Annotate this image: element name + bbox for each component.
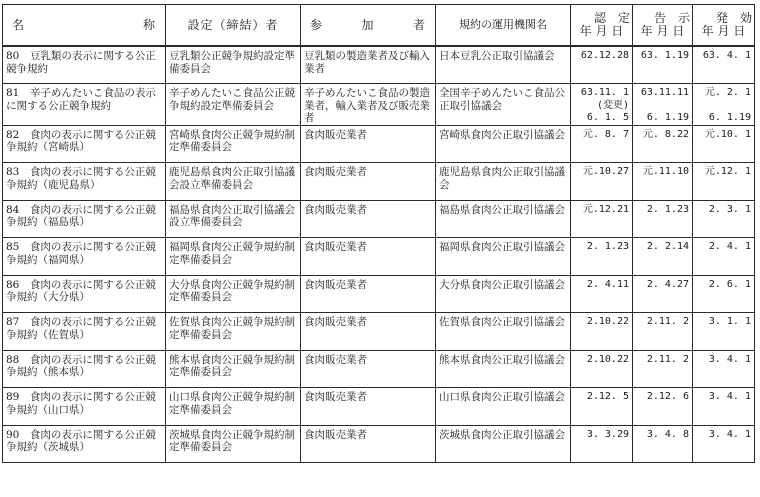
header-approved: 認 定 年 月 日: [571, 5, 633, 47]
table-row: [3, 313, 755, 351]
cell-effective: 3. 4. 1: [693, 425, 755, 463]
header-operator: 規約の運用機関名: [436, 5, 571, 47]
cell-effective: 3. 4. 1: [693, 388, 755, 426]
cell-name: 86 食肉の表示に関する公正競争規約（大分県）: [3, 275, 166, 313]
table-row: [3, 350, 755, 388]
cell-participant: 食肉販売業者: [301, 125, 436, 163]
cell-operator: 鹿児島県食肉公正取引協議会: [436, 163, 571, 201]
cell-notice: 2. 2.14: [633, 238, 693, 276]
cell-name: 84 食肉の表示に関する公正競争規約（福島県）: [3, 200, 166, 238]
cell-establisher: 福岡県食肉公正競争規約制定準備委員会: [166, 238, 301, 276]
cell-approved: 元.12.21: [571, 200, 633, 238]
cell-notice: 2.11. 2: [633, 350, 693, 388]
cell-participant: 食肉販売業者: [301, 425, 436, 463]
cell-notice: 2.12. 6: [633, 388, 693, 426]
cell-effective: 63. 4. 1: [693, 46, 755, 84]
cell-notice: 元.11.10: [633, 163, 693, 201]
table-row: [3, 125, 755, 163]
cell-notice: 2.11. 2: [633, 313, 693, 351]
cell-operator: 大分県食肉公正取引協議会: [436, 275, 571, 313]
cell-approved: 2. 4.11: [571, 275, 633, 313]
cell-operator: 日本豆乳公正取引協議会: [436, 46, 571, 84]
cell-approved: 2.12. 5: [571, 388, 633, 426]
cell-name: 80 豆乳類の表示に関する公正競争規約: [3, 46, 166, 84]
cell-operator: 佐賀県食肉公正取引協議会: [436, 313, 571, 351]
cell-approved: 2. 1.23: [571, 238, 633, 276]
cell-name: 88 食肉の表示に関する公正競争規約（熊本県）: [3, 350, 166, 388]
cell-notice: 元. 8.22: [633, 125, 693, 163]
table-body: [3, 46, 755, 463]
cell-name: 89 食肉の表示に関する公正競争規約（山口県）: [3, 388, 166, 426]
header-establisher: 設定（締結）者: [166, 5, 301, 47]
cell-establisher: 辛子めんたいこ食品公正競争規約設定準備委員会: [166, 84, 301, 126]
cell-effective: 元.12. 1: [693, 163, 755, 201]
cell-effective: 3. 1. 1: [693, 313, 755, 351]
cell-establisher: 大分県食肉公正競争規約制定準備委員会: [166, 275, 301, 313]
cell-name: 82 食肉の表示に関する公正競争規約（宮崎県）: [3, 125, 166, 163]
header-effective: 発 効 年 月 日: [693, 5, 755, 47]
cell-approved: 62.12.28: [571, 46, 633, 84]
header-participant: 参 加 者: [301, 5, 436, 47]
table-row: [3, 46, 755, 84]
cell-effective: 元. 2. 1 6. 1.19: [693, 84, 755, 126]
cell-establisher: 茨城県食肉公正競争規約制定準備委員会: [166, 425, 301, 463]
cell-participant: 食肉販売業者: [301, 388, 436, 426]
table-row: [3, 163, 755, 201]
cell-operator: 山口県食肉公正取引協議会: [436, 388, 571, 426]
cell-operator: 熊本県食肉公正取引協議会: [436, 350, 571, 388]
cell-effective: 2. 6. 1: [693, 275, 755, 313]
cell-establisher: 豆乳類公正競争規約設定準備委員会: [166, 46, 301, 84]
cell-operator: 宮崎県食肉公正取引協議会: [436, 125, 571, 163]
cell-operator: 茨城県食肉公正取引協議会: [436, 425, 571, 463]
cell-name: 85 食肉の表示に関する公正競争規約（福岡県）: [3, 238, 166, 276]
table-header-row: [3, 5, 755, 47]
table-row: [3, 84, 755, 126]
cell-participant: 食肉販売業者: [301, 275, 436, 313]
cell-approved: 元.10.27: [571, 163, 633, 201]
cell-establisher: 佐賀県食肉公正競争規約制定準備委員会: [166, 313, 301, 351]
table-row: [3, 275, 755, 313]
cell-establisher: 熊本県食肉公正競争規約制定準備委員会: [166, 350, 301, 388]
cell-effective: 3. 4. 1: [693, 350, 755, 388]
cell-participant: 食肉販売業者: [301, 313, 436, 351]
cell-name: 83 食肉の表示に関する公正競争規約（鹿児島県）: [3, 163, 166, 201]
cell-establisher: 福島県食肉公正取引協議会設立準備委員会: [166, 200, 301, 238]
cell-notice: 3. 4. 8: [633, 425, 693, 463]
regulations-table: [2, 4, 755, 463]
cell-participant: 食肉販売業者: [301, 163, 436, 201]
cell-establisher: 鹿児島県食肉公正取引協議会設立準備委員会: [166, 163, 301, 201]
cell-establisher: 山口県食肉公正競争規約制定準備委員会: [166, 388, 301, 426]
cell-notice: 2. 4.27: [633, 275, 693, 313]
cell-participant: 食肉販売業者: [301, 200, 436, 238]
cell-operator: 福岡県食肉公正取引協議会: [436, 238, 571, 276]
cell-effective: 2. 3. 1: [693, 200, 755, 238]
cell-effective: 元.10. 1: [693, 125, 755, 163]
cell-notice: 2. 1.23: [633, 200, 693, 238]
cell-name: 90 食肉の表示に関する公正競争規約（茨城県）: [3, 425, 166, 463]
cell-participant: 食肉販売業者: [301, 350, 436, 388]
header-name: 名 称: [3, 5, 166, 47]
cell-operator: 全国辛子めんたいこ食品公正取引協議会: [436, 84, 571, 126]
cell-approved: 63.11. 1 (変更) 6. 1. 5: [571, 84, 633, 126]
table-row: [3, 425, 755, 463]
header-notice: 告 示 年 月 日: [633, 5, 693, 47]
cell-approved: 2.10.22: [571, 313, 633, 351]
cell-notice: 63. 1.19: [633, 46, 693, 84]
cell-participant: 豆乳類の製造業者及び輸入業者: [301, 46, 436, 84]
table-row: [3, 238, 755, 276]
cell-name: 87 食肉の表示に関する公正競争規約（佐賀県）: [3, 313, 166, 351]
table-row: [3, 388, 755, 426]
cell-name: 81 辛子めんたいこ食品の表示に関する公正競争規約: [3, 84, 166, 126]
cell-approved: 2.10.22: [571, 350, 633, 388]
cell-participant: 辛子めんたいこ食品の製造業者，輸入業者及び販売業者: [301, 84, 436, 126]
cell-approved: 元. 8. 7: [571, 125, 633, 163]
cell-notice: 63.11.11 6. 1.19: [633, 84, 693, 126]
cell-approved: 3. 3.29: [571, 425, 633, 463]
cell-participant: 食肉販売業者: [301, 238, 436, 276]
cell-establisher: 宮崎県食肉公正競争規約制定準備委員会: [166, 125, 301, 163]
cell-effective: 2. 4. 1: [693, 238, 755, 276]
table-row: [3, 200, 755, 238]
cell-operator: 福島県食肉公正取引協議会: [436, 200, 571, 238]
